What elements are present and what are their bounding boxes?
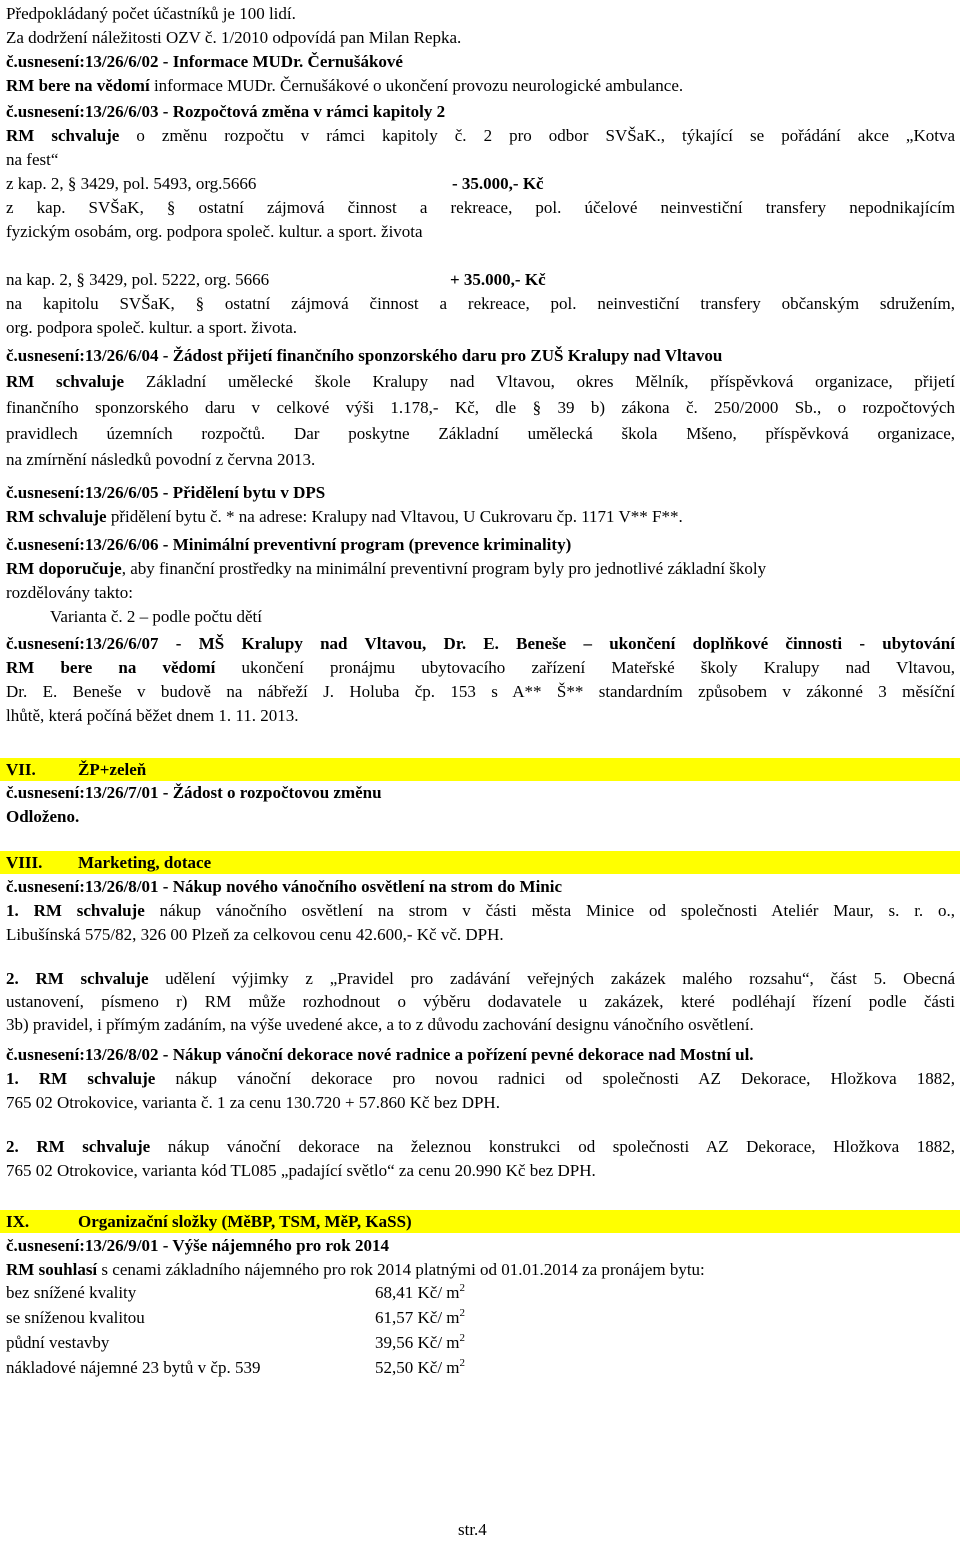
section-number: VII. [6, 760, 36, 779]
resolution-text: na kapitolu SVŠaK, § ostatní zájmová činnost a rekreace, pol. neinvestiční transfery občanským sdružením, [6, 294, 955, 313]
intro [6, 2, 955, 50]
resolution-title: č.usnesení:13/26/9/01 - Výše nájemného pro rok 2014 [6, 1236, 389, 1255]
resolution-6-06 [6, 533, 955, 629]
rent-rate-label: půdní vestavby [6, 1333, 110, 1352]
resolution-text: informace MUDr. Černušákové o ukončení provozu neurologické ambulance. [153, 76, 684, 95]
resolution-verb: RM bere na vědomí [6, 76, 150, 95]
rent-rate-label: se sníženou kvalitou [6, 1308, 145, 1327]
resolution-text: ustanovení, písmeno r) RM může rozhodnout o výběru dodavatele u zakázek, které podléhají řízení podle části [6, 992, 955, 1011]
resolution-verb: RM doporučuje [6, 559, 122, 578]
resolution-text: rozdělovány takto: [6, 583, 133, 602]
resolution-6-03-cont [6, 268, 955, 340]
rent-rate-unit-exponent: 2 [459, 1357, 466, 1369]
rent-rate-value: 61,57 Kč/ m [375, 1308, 460, 1327]
resolution-text: fyzickým osobám, org. podpora společ. kultur. a sport. života [6, 222, 423, 241]
resolution-verb: RM schvaluje [6, 372, 125, 391]
budget-row-text: na kap. 2, § 3429, pol. 5222, org. 5666 [6, 270, 270, 289]
resolution-title: č.usnesení:13/26/6/04 - Žádost přijetí finančního sponzorského daru pro ZUŠ Kralupy nad Vltavou [6, 346, 723, 365]
rent-rate-value: 68,41 Kč/ m [375, 1283, 460, 1302]
resolution-text: 765 02 Otrokovice, varianta kód TL085 „padající světlo“ za cenu 20.990 Kč bez DPH. [6, 1161, 596, 1180]
resolution-8-02 [6, 1043, 955, 1115]
section-heading-ix [0, 1210, 960, 1233]
section-title: ŽP+zeleň [78, 760, 147, 779]
resolution-text: Libušínská 575/82, 326 00 Plzeň za celkovou cenu 42.600,- Kč vč. DPH. [6, 925, 504, 944]
resolution-text: , aby finanční prostředky na minimální preventivní program byly pro jednotlivé základní školy [121, 559, 767, 578]
rent-rate-value: 52,50 Kč/ m [375, 1358, 460, 1377]
resolution-verb: RM schvaluje [6, 507, 107, 526]
rent-rate-unit-exponent: 2 [459, 1332, 466, 1344]
resolution-text: 3b) pravidel, i přímým zadáním, na výše uvedené akce, a to z důvodu zachování designu vánočního osvětlení. [6, 1015, 754, 1034]
resolution-text: ukončení pronájmu ubytovacího zařízení Mateřské školy Kralupy nad Vltavou, [241, 658, 955, 677]
resolution-6-03 [6, 100, 955, 244]
resolution-text: na zmírnění následků povodní z června 2013. [6, 450, 316, 469]
section-title: Marketing, dotace [78, 853, 212, 872]
resolution-title: č.usnesení:13/26/6/03 - Rozpočtová změna v rámci kapitoly 2 [6, 102, 446, 121]
resolution-verb: 1. RM schvaluje [6, 901, 145, 920]
resolution-title: č.usnesení:13/26/7/01 - Žádost o rozpočtovou změnu [6, 783, 382, 802]
rent-rate-unit-exponent: 2 [459, 1307, 466, 1319]
resolution-text: přidělení bytu č. * na adrese: Kralupy nad Vltavou, U Cukrovaru čp. 1171 V** F**. [110, 507, 683, 526]
rent-rate-value: 39,56 Kč/ m [375, 1333, 460, 1352]
intro-line: Za dodržení náležitosti OZV č. 1/2010 odpovídá pan Milan Repka. [6, 28, 462, 47]
resolution-8-01-part2 [6, 967, 955, 1036]
resolution-text: Odloženo. [6, 807, 80, 826]
resolution-text: finančního sponzorského daru v celkové výši 1.178,- Kč, dle § 39 b) zákona č. 250/2000 Sb., o rozpočtových [6, 398, 955, 417]
section-heading-vii [0, 758, 960, 781]
rent-rate-label: bez snížené kvality [6, 1283, 137, 1302]
resolution-text: na fest“ [6, 150, 59, 169]
resolution-8-02-part2 [6, 1135, 955, 1183]
resolution-text: s cenami základního nájemného pro rok 2014 platnými od 01.01.2014 za pronájem bytu: [101, 1260, 705, 1279]
section-number: VIII. [6, 853, 43, 872]
resolution-7-01 [6, 781, 955, 829]
resolution-verb: RM bere na vědomí [6, 658, 216, 677]
resolution-text: org. podpora společ. kultur. a sport. života. [6, 318, 297, 337]
resolution-title: č.usnesení:13/26/6/02 - Informace MUDr. Černušákové [6, 52, 403, 71]
resolution-6-04 [6, 343, 955, 473]
resolution-text: nákup vánoční dekorace na železnou konstrukci od společnosti AZ Dekorace, Hložkova 1882, [167, 1137, 955, 1156]
resolution-verb: 2. RM schvaluje [6, 969, 149, 988]
intro-line: Předpokládaný počet účastníků je 100 lidí. [6, 4, 296, 23]
resolution-verb: 1. RM schvaluje [6, 1069, 156, 1088]
resolution-6-05 [6, 481, 955, 529]
resolution-6-02 [6, 50, 955, 98]
section-number: IX. [6, 1212, 30, 1231]
rent-rate-unit-exponent: 2 [459, 1282, 466, 1294]
resolution-text: nákup vánočního osvětlení na strom v části města Minice od společnosti Ateliér Maur, s. r. o., [159, 901, 956, 920]
resolution-8-01 [6, 875, 955, 947]
section-heading-viii [0, 851, 960, 874]
resolution-title: č.usnesení:13/26/8/01 - Nákup nového vánočního osvětlení na strom do Minic [6, 877, 563, 896]
resolution-verb: 2. RM schvaluje [6, 1137, 151, 1156]
resolution-text: udělení výjimky z „Pravidel pro zadávání veřejných zakázek malého rozsahu“, část 5. Obecná [165, 969, 956, 988]
page-number: str.4 [458, 1520, 487, 1539]
resolution-text: pravidlech územních rozpočtů. Dar poskytne Základní umělecká škola Mšeno, příspěvková organizace, [6, 424, 955, 443]
budget-row-amount: + 35.000,- Kč [450, 270, 546, 289]
resolution-text: Varianta č. 2 – podle počtu dětí [50, 607, 262, 626]
resolution-text: o změnu rozpočtu v rámci kapitoly č. 2 pro odbor SVŠaK., týkající se pořádání akce „Kotva [136, 126, 955, 145]
rent-rate-label: nákladové nájemné 23 bytů v čp. 539 [6, 1358, 261, 1377]
resolution-title: č.usnesení:13/26/6/05 - Přidělení bytu v DPS [6, 483, 326, 502]
resolution-verb: RM schvaluje [6, 126, 120, 145]
resolution-text: Dr. E. Beneše v budově na nábřeží J. Holuba čp. 153 s A** Š** standardním způsobem v zákonné 3 měsíční [6, 682, 955, 701]
resolution-text: z kap. SVŠaK, § ostatní zájmová činnost a rekreace, pol. účelové neinvestiční transfery nepodnikajícím [6, 198, 955, 217]
budget-row-text: z kap. 2, § 3429, pol. 5493, org.5666 [6, 174, 257, 193]
resolution-6-07 [6, 632, 955, 728]
resolution-text: nákup vánoční dekorace pro novou radnici od společnosti AZ Dekorace, Hložkova 1882, [175, 1069, 955, 1088]
resolution-text: 765 02 Otrokovice, varianta č. 1 za cenu 130.720 + 57.860 Kč bez DPH. [6, 1093, 500, 1112]
resolution-title: č.usnesení:13/26/8/02 - Nákup vánoční dekorace nové radnice a pořízení pevné dekorace nad Mostní ul. [6, 1045, 754, 1064]
resolution-9-01 [6, 1234, 955, 1282]
resolution-verb: RM souhlasí [6, 1260, 98, 1279]
resolution-title: č.usnesení:13/26/6/06 - Minimální preventivní program (prevence kriminality) [6, 535, 572, 554]
resolution-text: Základní umělecké škole Kralupy nad Vltavou, okres Mělník, příspěvková organizace, přijetí [145, 372, 956, 391]
resolution-text: lhůtě, která počíná běžet dnem 1. 11. 2013. [6, 706, 299, 725]
budget-row-amount: - 35.000,- Kč [452, 174, 544, 193]
section-title: Organizační složky (MěBP, TSM, MěP, KaSS) [78, 1212, 412, 1231]
resolution-title: č.usnesení:13/26/6/07 - MŠ Kralupy nad Vltavou, Dr. E. Beneše – ukončení doplňkové činnosti - ubytování [6, 634, 955, 653]
